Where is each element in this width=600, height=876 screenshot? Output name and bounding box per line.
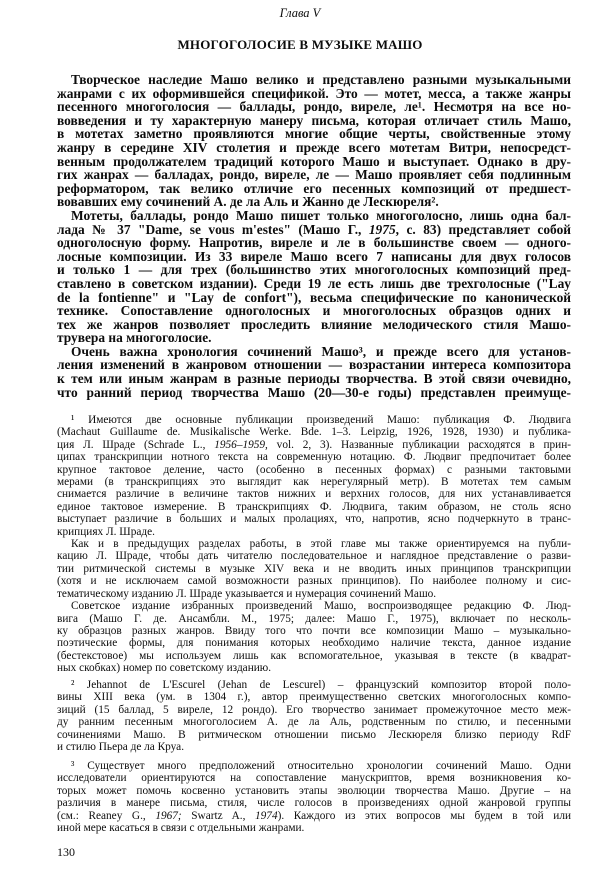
- text-line: мерами (в транскрипциях это выглядит как нерегулярный метр). В мотетах тем самым: [57, 476, 571, 489]
- text-line: Творческое наследие Машо велико и представлено разными музыкальными: [71, 72, 571, 87]
- text-line: гих жанрах — балладах, рондо, виреле, ле — Машо проявляет себя подлинным: [57, 167, 571, 183]
- text-line: ления изменений в жанровом отношении — возрастании интереса композитора: [57, 357, 571, 373]
- text-line: тии ритмической системы в музыке XIV века и не вводить иных принципов транскрипции: [57, 562, 571, 575]
- text-line: (бестекстовое) мы используем лишь как вспомогательное, указывая в тексте (в квадрат-: [57, 649, 571, 662]
- paragraph: [57, 73, 571, 209]
- footnote-1: [57, 414, 571, 675]
- text-line: ду ранним песенным многоголосием А. де ла Аль, родственным по стилю, и песенными: [57, 716, 571, 729]
- text-line: вины XIII века (ум. в 1304 г.), автор преимущественно светских многоголосных компо-: [57, 691, 571, 704]
- text-line: различия в манере письма, стиля, числе голосов в произведениях одной жанровой группы: [57, 797, 571, 810]
- paragraph: [57, 538, 571, 600]
- text-line: к тем или иным жанрам в разные периоды творчества. В этой связи очевидно,: [57, 371, 571, 387]
- text-line: иной мере касаться в связи с отдельными жанрами.: [57, 822, 305, 835]
- paragraph: [57, 345, 571, 399]
- text-line: лосные композиции. Из 33 виреле Машо всего 7 написаны для двух голосов: [57, 248, 571, 264]
- italic-text: 1974: [255, 809, 278, 822]
- text-line: лада № 37 "Dame, se vous m'estes" (Машо Г., 1975, с. 83) представляет собой: [57, 221, 571, 237]
- text-line: ² Jehannot de L'Escurel (Jehan de Lescurel) – французский композитор второй поло-: [71, 679, 571, 691]
- text-line: крупное тактовое деление, часто (особенно в песенных формах) с разными тактовыми: [57, 463, 571, 476]
- text-line: и стилю Пьера де ла Круа.: [57, 741, 185, 754]
- text-line: ставлено в советском издании). Среди 19 ле есть лишь две трехголосные ("Lay: [57, 275, 571, 291]
- paragraph: [57, 600, 571, 674]
- text-line: сочинениями Машо. В ритмическом отношении письмо Лескюреля близко периоду RdF: [57, 728, 571, 741]
- text-line: выступает различие в больших и малых пролациях, что, напротив, ясно подчеркнуто в транс-: [57, 513, 571, 526]
- text-line: Очень важна хронология сочинений Машо³, и прежде всего для установ-: [71, 343, 571, 359]
- text-line: вига (Машо Г. де. Ансамбли. М., 1975; далее: Машо Г., 1975), включает по несколь-: [57, 612, 571, 625]
- text-line: и только 1 — для трех (большинство этих многоголосных композиций пред-: [57, 262, 571, 278]
- text-line: жанру в середине XIV столетия и прежде всего мотетам Витри, непосредст-: [57, 139, 571, 155]
- italic-text: 1975: [368, 221, 396, 237]
- text-line: (хотя и не исключаем самой возможности разных принципов). По наиболее полному и сис-: [57, 575, 571, 588]
- paragraph: [57, 414, 571, 538]
- text-line: снимается различие в величине тактов нижних и верхних голосов, для них устанавливается: [57, 488, 571, 501]
- text-line: венным продолжателем традиций которого Машо и выступает. Однако в дру-: [57, 153, 571, 169]
- text-line: de la fontienne" и "Lay de confort"), весьма специфические по канонической: [57, 289, 571, 305]
- text-line: ципах транскрипции нотного текста на современную нотацию. Ф. Людвиг предпочитает более: [57, 451, 571, 464]
- footnote-3: [57, 760, 571, 834]
- text-line: крипциях Л. Шраде.: [57, 525, 155, 538]
- text-line: вовавших ему сочинений А. де ла Аль и Жанно де Лескюреля².: [57, 194, 439, 210]
- text-line: песенного многоголосия — баллады, рондо, виреле, ле¹. Несмотря на все но-: [57, 99, 571, 115]
- page-title: МНОГОГОЛОСИЕ В МУЗЫКЕ МАШО: [177, 37, 423, 52]
- text-line: ³ Существует много предположений относительно хронологии сочинений Машо. Одни: [71, 760, 571, 772]
- page-number: 130: [57, 845, 75, 859]
- main-text: [57, 73, 571, 399]
- text-line: Советское издание избранных произведений Машо, воспроизводящее редакцию Ф. Люд-: [71, 600, 571, 613]
- text-line: Как и в предыдущих разделах работы, в этой главе мы также ориентируемся на публи-: [71, 538, 571, 551]
- text-line: технике. Сопоставление одноголосных и многоголосных образцов одних и: [57, 303, 571, 319]
- paragraph: [57, 679, 571, 753]
- paragraph: [57, 760, 571, 834]
- text-line: торых может помочь косвенно установить этапы эволюции творчества Машо. Другие – на: [57, 784, 571, 797]
- paragraph: [57, 209, 571, 345]
- text-line: трувера на многоголосие.: [57, 330, 212, 346]
- text-line: исследователи ориентируются на сопоставление манускриптов, время возникновения ко-: [57, 772, 571, 785]
- text-line: поэтические формы, для понимания которых необходимо наличие текста, данное издание: [57, 637, 571, 650]
- text-line: вовведения и ту характерную манеру письма, которая отличает стиль Машо,: [57, 112, 571, 128]
- text-line: тех же жанров позволяет проследить влияние мелодического стиля Машо-: [57, 316, 571, 332]
- text-line: единое тактовое измерение. В транскрипциях Ф. Людвига, таким образом, не столь ясно: [57, 500, 571, 513]
- footnote-2: [57, 679, 571, 753]
- text-line: ¹ Имеются две основные публикации произведений Машо: публикация Ф. Людвига: [71, 414, 571, 426]
- text-line: ция Л. Шраде (Schrade L., 1956–1959, vol. 2, 3). Названные публикации расходятся в прин-: [57, 438, 571, 451]
- text-line: ку образцов разных жанров. Ввиду того что почти все композиции Машо – музыкально-: [57, 624, 571, 637]
- text-line: кацию Л. Шраде, чтобы дать читателю последовательное и наглядное представление о разви-: [57, 550, 571, 563]
- text-line: одноголосную форму. Напротив, виреле и ле в большинстве своем — одного-: [57, 235, 571, 251]
- chapter-heading: Глава V: [279, 6, 321, 20]
- text-line: реформатором, так велико отличие его песенных композиций от предшест-: [57, 180, 571, 196]
- text-line: (Machaut Guillaume de. Musikalische Werke. Bde. 1–3. Leipzig, 1926, 1928, 1930) и публика-: [57, 426, 571, 439]
- text-line: что ранний период творчества Машо (20—30-е годы) представлен преимуще-: [57, 384, 571, 400]
- text-line: в мотетах заметно проявляются многие общие черты, свойственные этому: [57, 126, 571, 142]
- text-line: (см.: Reaney G., 1967; Swartz A., 1974). Каждого из этих вопросов мы будем в той или: [57, 809, 571, 822]
- text-line: тематическому изданию Л. Шраде указывается и нумерация сочинений Машо.: [57, 587, 437, 600]
- text-line: жанрами с их оформившейся спецификой. Это — мотет, месса, а также жанры: [57, 85, 571, 101]
- text-line: ных скобках) номер по советскому изданию.: [57, 662, 272, 675]
- text-line: зиций (15 баллад, 5 виреле, 12 рондо). Его творчество занимает промежуточное место меж-: [57, 703, 571, 716]
- italic-text: 1967;: [155, 809, 182, 822]
- italic-text: 1956–1959,: [214, 438, 268, 451]
- text-line: Мотеты, баллады, рондо Машо пишет только многоголосно, лишь одна бал-: [71, 207, 571, 223]
